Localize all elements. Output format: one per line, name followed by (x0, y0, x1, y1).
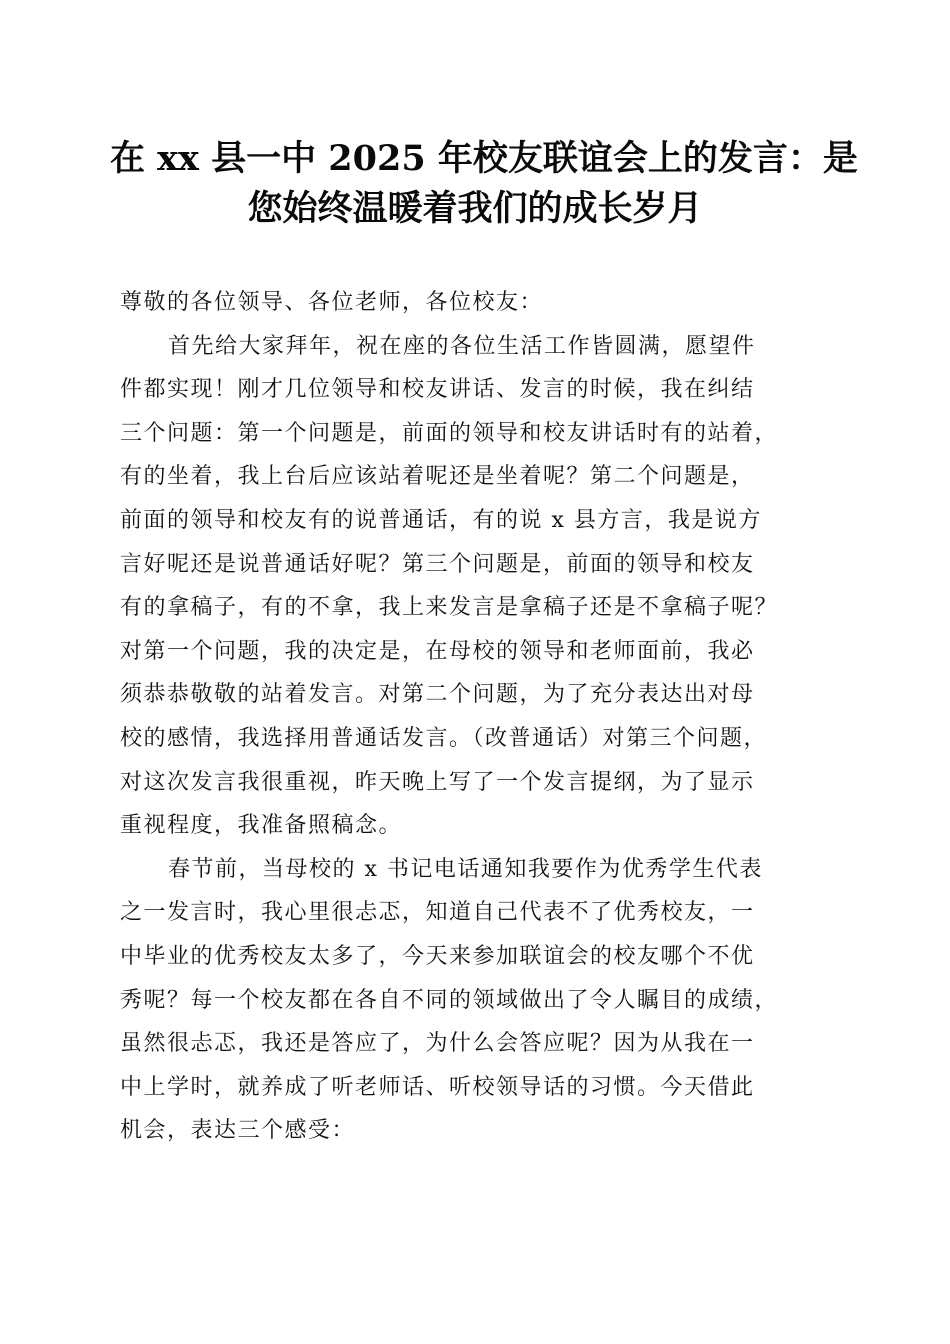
paragraph-line: 秀呢？每一个校友都在各自不同的领域做出了令人瞩目的成绩， (120, 987, 779, 1013)
document-title (110, 134, 858, 234)
paragraph-line: 须恭恭敬敬的站着发言。对第二个问题，为了充分表达出对母 (120, 682, 755, 708)
title-line-2: 您始终温暖着我们的成长岁月 (247, 188, 703, 229)
paragraph-line: 机会，表达三个感受： (120, 1118, 356, 1144)
paragraph-line: 首先给大家拜年，祝在座的各位生活工作皆圆满，愿望件 (168, 333, 756, 359)
paragraph-line: 虽然很忐忑，我还是答应了，为什么会答应呢？因为从我在一 (120, 1031, 755, 1057)
paragraph-line: 对这次发言我很重视，昨天晚上写了一个发言提纲，为了显示 (120, 769, 755, 795)
document-body (120, 281, 840, 1153)
title-line-1: 在 xx 县一中 2025 年校友联谊会上的发言：是 (110, 138, 858, 179)
paragraph-line: 中上学时，就养成了听老师话、听校领导话的习惯。今天借此 (120, 1074, 755, 1100)
paragraph-line: 有的拿稿子，有的不拿，我上来发言是拿稿子还是不拿稿子呢？ (120, 595, 779, 621)
paragraph-line: 重视程度，我准备照稿念。 (120, 813, 403, 839)
paragraph-line: 对第一个问题，我的决定是，在母校的领导和老师面前，我必 (120, 638, 755, 664)
paragraph-line: 件都实现！刚才几位领导和校友讲话、发言的时候，我在纠结 (120, 377, 755, 403)
paragraph-line: 有的坐着，我上台后应该站着呢还是坐着呢？第二个问题是， (120, 464, 755, 490)
paragraph-line: 中毕业的优秀校友太多了，今天来参加联谊会的校友哪个不优 (120, 943, 755, 969)
paragraph-line: 校的感情，我选择用普通话发言。（改普通话）对第三个问题， (120, 725, 768, 751)
paragraph-2 (120, 848, 840, 1153)
paragraph-line: 前面的领导和校友有的说普通话，有的说 x 县方言，我是说方 (120, 507, 762, 533)
paragraph-line: 之一发言时，我心里很忐忑，知道自己代表不了优秀校友，一 (120, 900, 755, 926)
paragraph-line: 三个问题：第一个问题是，前面的领导和校友讲话时有的站着， (120, 420, 779, 446)
paragraph-line: 言好呢还是说普通话好呢？第三个问题是，前面的领导和校友 (120, 551, 755, 577)
paragraph-line: 春节前，当母校的 x 书记电话通知我要作为优秀学生代表 (168, 856, 763, 882)
salutation: 尊敬的各位领导、各位老师，各位校友： (120, 290, 544, 315)
paragraph-1 (120, 325, 840, 848)
